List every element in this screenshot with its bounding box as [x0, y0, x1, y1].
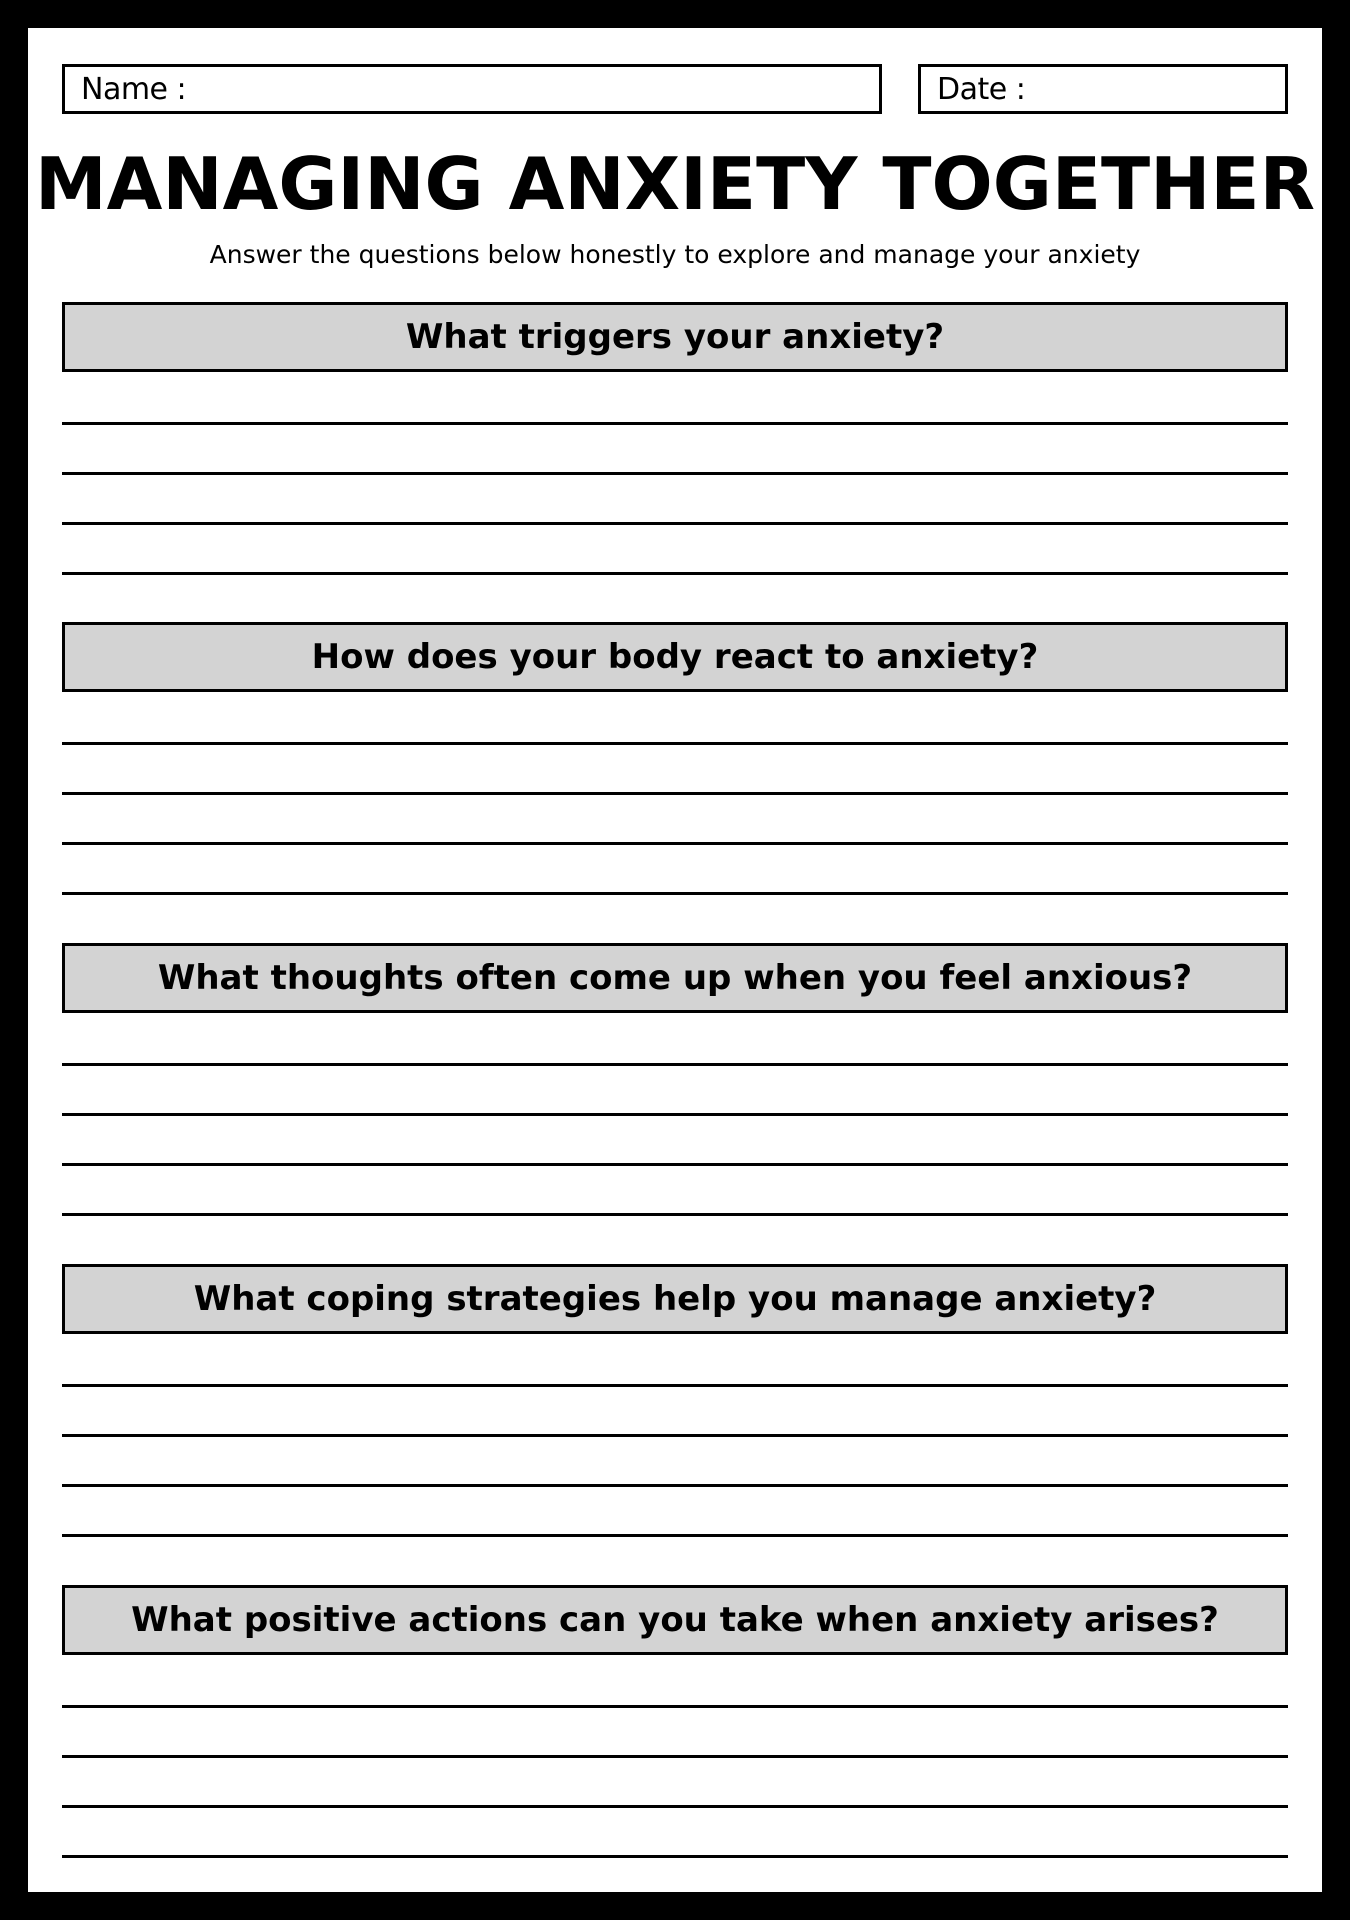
question-section-2	[62, 622, 1288, 692]
answer-line[interactable]	[62, 1705, 1288, 1708]
question-heading: What coping strategies help you manage anxiety?	[62, 1264, 1288, 1334]
question-heading: What positive actions can you take when anxiety arises?	[62, 1585, 1288, 1655]
answer-line[interactable]	[62, 1384, 1288, 1387]
page-title: MANAGING ANXIETY TOGETHER	[34, 142, 1316, 226]
name-field[interactable]	[62, 64, 882, 114]
page-subtitle: Answer the questions below honestly to explore and manage your anxiety	[209, 240, 1141, 269]
question-heading: How does your body react to anxiety?	[62, 622, 1288, 692]
date-field[interactable]	[918, 64, 1288, 114]
answer-line[interactable]	[62, 1213, 1288, 1216]
answer-line[interactable]	[62, 1063, 1288, 1066]
name-label: Name :	[81, 71, 187, 107]
answer-line[interactable]	[62, 1434, 1288, 1437]
answer-line[interactable]	[62, 1163, 1288, 1166]
answer-line[interactable]	[62, 422, 1288, 425]
answer-line[interactable]	[62, 742, 1288, 745]
date-label: Date :	[937, 71, 1026, 107]
worksheet-page	[28, 28, 1322, 1892]
answer-line[interactable]	[62, 1855, 1288, 1858]
question-section-3	[62, 943, 1288, 1013]
answer-line[interactable]	[62, 892, 1288, 895]
answer-line[interactable]	[62, 1534, 1288, 1537]
answer-line[interactable]	[62, 842, 1288, 845]
answer-line[interactable]	[62, 792, 1288, 795]
question-heading: What triggers your anxiety?	[62, 302, 1288, 372]
question-section-1	[62, 302, 1288, 372]
answer-line[interactable]	[62, 1805, 1288, 1808]
answer-line[interactable]	[62, 472, 1288, 475]
answer-line[interactable]	[62, 1755, 1288, 1758]
answer-line[interactable]	[62, 1484, 1288, 1487]
answer-line[interactable]	[62, 572, 1288, 575]
answer-line[interactable]	[62, 522, 1288, 525]
answer-line[interactable]	[62, 1113, 1288, 1116]
question-section-5	[62, 1585, 1288, 1655]
question-heading: What thoughts often come up when you feel anxious?	[62, 943, 1288, 1013]
question-section-4	[62, 1264, 1288, 1334]
